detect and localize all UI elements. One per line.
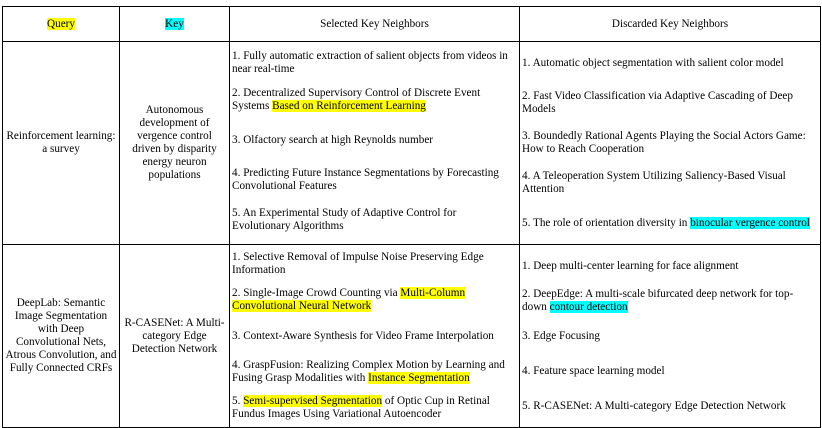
item-text: 4. A Teleoperation System Utilizing Saliency-Based Visual Attention [522,170,786,195]
item-text: 3. Boundedly Rational Agents Playing the Social Actors Game: How to Reach Cooperation [522,130,806,155]
item-text: of Optic Cup in Retinal Fundus Images Using Variational Autoencoder [232,395,490,420]
header-row [3,7,821,42]
item-text: 5. The role of orientation diversity in [522,216,691,229]
list-item [522,43,818,83]
list-item [232,80,517,120]
list-item [522,163,818,203]
list-item [232,390,517,426]
table-row [3,245,821,428]
item-text: 1. Selective Removal of Impulse Noise Preserving Edge Information [232,251,484,276]
highlighted-text: Semi-supervised Segmentation [243,395,383,407]
list-item [522,354,818,389]
list-item [232,318,517,354]
item-text: 5. R-CASENet: A Multi-category Edge Detection Network [522,399,786,412]
highlighted-text: contour detection [549,301,628,313]
selected-neighbors-cell [230,42,520,245]
header-key: Key [120,7,230,42]
item-text: 3. Edge Focusing [522,329,600,342]
list-item [522,389,818,424]
discarded-neighbors-cell [520,42,821,245]
discarded-neighbors-cell [520,245,821,428]
item-text: 2. Decentralized Supervisory Control of Discrete Event Systems [232,87,481,112]
item-text: 2. Fast Video Classification via Adaptive Cascading of Deep Models [522,90,793,115]
key-cell: R-CASENet: A Multi-category Edge Detection Network [120,245,230,428]
list-item [232,282,517,318]
item-text: 5. An Experimental Study of Adaptive Control for Evolutionary Algorithms [232,207,457,232]
item-text: 1. Automatic object segmentation with salient color model [522,56,784,69]
highlighted-text: binocular vergence control [690,216,810,229]
neighbors-table [2,6,821,428]
item-text: 1. Fully automatic extraction of salient objects from videos in near real-time [232,50,508,75]
header-discarded: Discarded Key Neighbors [520,7,821,42]
key-cell: Autonomous development of vergence control driven by disparity energy neuron populations [120,42,230,245]
item-text: 4. Predicting Future Instance Segmentations by Forecasting Convolutional Features [232,167,499,192]
list-item [232,200,517,240]
table-row [3,42,821,245]
list-item [232,354,517,390]
item-text: 2. Single-Image Crowd Counting via [232,287,401,299]
list-item [522,284,818,319]
highlighted-text: Multi-Column Convolutional Neural Network [232,287,466,312]
item-text: 2. DeepEdge: A multi-scale bifurcated deep network for top-down [522,288,794,313]
list-item [522,319,818,354]
item-text: 5. [232,395,244,407]
list-item [232,120,517,160]
selected-neighbors-cell [230,245,520,428]
item-text: 3. Olfactory search at high Reynolds number [232,133,434,146]
header-query: Query [3,7,120,42]
list-item [522,249,818,284]
item-text: 1. Deep multi-center learning for face alignment [522,259,739,272]
highlighted-text: Instance Segmentation [368,372,470,384]
list-item [232,246,517,282]
query-cell: Reinforcement learning: a survey [3,42,120,245]
list-item [232,46,517,80]
highlighted-text: Based on Reinforcement Learning [272,100,426,112]
list-item [522,123,818,163]
item-text: 3. Context-Aware Synthesis for Video Frame Interpolation [232,329,494,342]
query-cell: DeepLab: Semantic Image Segmentation with Deep Convolutional Nets, Atrous Convolution, and Fully Connected CRFs [3,245,120,428]
item-text: 4. GraspFusion: Realizing Complex Motion by Learning and Fusing Grasp Modalities with [232,359,505,384]
list-item [522,203,818,243]
header-selected: Selected Key Neighbors [230,7,520,42]
item-text: 4. Feature space learning model [522,364,665,377]
list-item [232,160,517,200]
list-item [522,83,818,123]
